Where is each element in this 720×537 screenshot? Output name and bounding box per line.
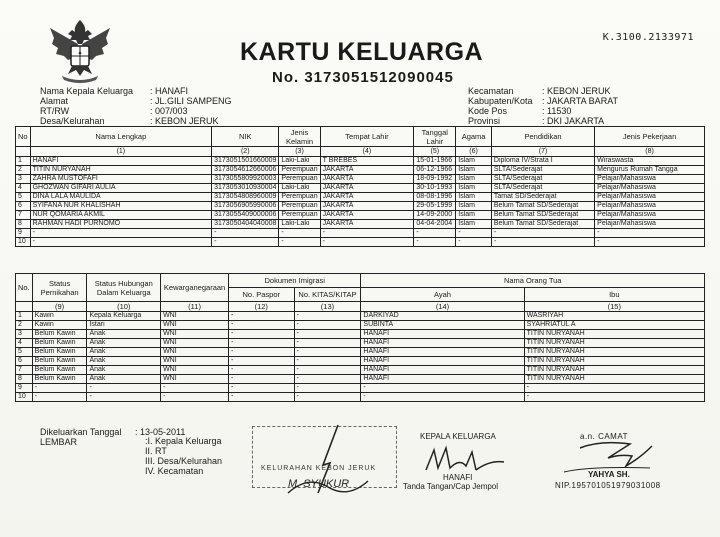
table-cell: Pelajar/Mahasiswa (595, 211, 705, 220)
table-cell: Belum Kawin (32, 330, 87, 339)
table-cell: 30-10-1993 (414, 184, 456, 193)
table-cell: JAKARTA (320, 220, 414, 229)
table-row (16, 393, 705, 402)
table-cell: - (294, 384, 361, 393)
family-status-body (16, 312, 705, 402)
table-cell: - (229, 384, 294, 393)
signature-caption: Tanda Tangan/Cap Jempol (403, 482, 499, 491)
table-cell: Pelajar/Mahasiswa (595, 202, 705, 211)
info-row: Provinsi : DKI JAKARTA (468, 116, 605, 126)
table-cell: - (229, 357, 294, 366)
table-cell: 9 (16, 384, 33, 393)
table-header-row: No. Status Pernikahan Status Hubungan Dalam Keluarga Kewarganegaraan Dokumen Imigrasi Nama Orang Tua (16, 274, 705, 288)
stamp-signer-name: M. SYUKUR (288, 478, 350, 490)
table-cell: TITIN NURYANAH (524, 339, 704, 348)
table-cell: HANAFI (361, 375, 524, 384)
table-cell: Islam (456, 184, 492, 193)
table-cell: 3 (16, 175, 31, 184)
table-cell: Belum Tamat SD/Sederajat (491, 220, 594, 229)
table-cell: Belum Kawin (32, 339, 87, 348)
info-row: Kecamatan : KEBON JERUK (468, 86, 611, 96)
table-cell: - (491, 229, 594, 238)
family-members-table (15, 126, 705, 247)
table-cell: Belum Tamat SD/Sederajat (491, 202, 594, 211)
table-cell: - (294, 321, 361, 330)
table-cell: SLTA/Sederajat (491, 184, 594, 193)
table-cell: - (595, 229, 705, 238)
table-cell: - (491, 238, 594, 247)
table-index-row: (9) (10) (11) (12) (13) (14) (15) (16, 302, 705, 312)
table-cell: 4 (16, 339, 33, 348)
table-cell: Pelajar/Mahasiswa (595, 184, 705, 193)
info-row: Kode Pos : 11530 (468, 106, 572, 116)
table-cell: SUBINTA (361, 321, 524, 330)
document-title: KARTU KELUARGA (240, 38, 484, 66)
table-cell: SYIFANA NUR KHALISHAH (30, 202, 212, 211)
table-cell: RAHMAN HADI PURNOMO (30, 220, 212, 229)
table-cell: Anak (87, 330, 161, 339)
table-cell: WNI (161, 330, 229, 339)
table-row (16, 157, 705, 166)
table-row (16, 375, 705, 384)
table-cell: Pelajar/Mahasiswa (595, 220, 705, 229)
table-cell: - (320, 229, 414, 238)
table-cell: 6 (16, 357, 33, 366)
table-cell: WNI (161, 357, 229, 366)
family-status-table (15, 273, 705, 402)
table-cell: - (524, 384, 704, 393)
table-cell: Perempuan (279, 166, 320, 175)
table-cell: Anak (87, 375, 161, 384)
family-members-body (16, 157, 705, 247)
table-cell: 3173053010930004 (212, 184, 279, 193)
table-cell: Istari (87, 321, 161, 330)
official-name: YAHYA SH. (588, 470, 630, 479)
table-cell: JAKARTA (320, 202, 414, 211)
table-cell: JAKARTA (320, 175, 414, 184)
table-cell: JAKARTA (320, 184, 414, 193)
table-row (16, 330, 705, 339)
table-row (16, 312, 705, 321)
form-code: K.3100.2133971 (602, 32, 694, 43)
table-cell: WNI (161, 375, 229, 384)
table-row (16, 321, 705, 330)
table-cell: 6 (16, 202, 31, 211)
table-cell: DARKIYAD (361, 312, 524, 321)
table-cell: - (456, 238, 492, 247)
table-cell: - (229, 321, 294, 330)
table-cell: Islam (456, 193, 492, 202)
table-cell: JAKARTA (320, 166, 414, 175)
garuda-emblem-icon (48, 14, 112, 84)
table-cell: Kawin (32, 321, 87, 330)
table-cell: TITIN NURYANAH (524, 348, 704, 357)
table-cell: Islam (456, 202, 492, 211)
table-cell: 3173054612660006 (212, 166, 279, 175)
table-cell: Pelajar/Mahasiswa (595, 193, 705, 202)
table-cell: 3173055809920003 (212, 175, 279, 184)
table-cell: 15-01-1966 (414, 157, 456, 166)
table-cell: 3173051501660009 (212, 157, 279, 166)
table-cell: Belum Kawin (32, 366, 87, 375)
table-cell: Tamat SD/Sederajat (491, 193, 594, 202)
table-row (16, 238, 705, 247)
table-cell: 14-09-2000 (414, 211, 456, 220)
table-cell: Islam (456, 166, 492, 175)
table-cell: TITIN NURYANAH (524, 375, 704, 384)
table-cell: - (32, 384, 87, 393)
table-cell: - (32, 393, 87, 402)
table-cell: TITIN NURYANAH (30, 166, 212, 175)
table-cell: Islam (456, 175, 492, 184)
table-cell: HANAFI (361, 357, 524, 366)
table-row (16, 211, 705, 220)
table-cell: - (279, 238, 320, 247)
table-row (16, 184, 705, 193)
info-row: RT/RW : 007/003 (40, 106, 188, 116)
table-cell: ZAHRA MUSTOFAFI (30, 175, 212, 184)
table-cell: WNI (161, 366, 229, 375)
table-cell: 8 (16, 220, 31, 229)
table-cell: 7 (16, 366, 33, 375)
table-row (16, 166, 705, 175)
table-cell: 5 (16, 348, 33, 357)
table-cell: Pelajar/Mahasiswa (595, 175, 705, 184)
table-cell: Islam (456, 157, 492, 166)
table-cell: Mengurus Rumah Tangga (595, 166, 705, 175)
table-cell: - (212, 229, 279, 238)
table-cell: - (294, 348, 361, 357)
table-cell: 1 (16, 312, 33, 321)
table-cell: - (320, 238, 414, 247)
table-cell: 3173055409000006 (212, 211, 279, 220)
table-cell: - (30, 238, 212, 247)
table-row (16, 193, 705, 202)
official-stamp: KELURAHAN KEBON JERUK (252, 426, 397, 488)
table-cell: - (30, 229, 212, 238)
table-cell: NUR QOMARIA AKMIL (30, 211, 212, 220)
table-cell: 08-08-1996 (414, 193, 456, 202)
table-cell: WNI (161, 321, 229, 330)
table-cell: Perempuan (279, 202, 320, 211)
table-cell: HANAFI (361, 348, 524, 357)
table-cell: - (524, 393, 704, 402)
table-cell: - (294, 393, 361, 402)
table-cell: - (294, 375, 361, 384)
table-cell: T BREBES (320, 157, 414, 166)
table-cell: Laki-Laki (279, 157, 320, 166)
table-row (16, 384, 705, 393)
table-cell: 3173056905990006 (212, 202, 279, 211)
table-row (16, 366, 705, 375)
stamp-signature-icon (268, 415, 388, 505)
table-cell: SYAHRIATUL A (524, 321, 704, 330)
table-cell: GHOZWAN GIFARI AULIA (30, 184, 212, 193)
table-cell: WNI (161, 339, 229, 348)
family-card-number: No. 3173051512090045 (272, 69, 454, 86)
table-cell: WASRIYAH (524, 312, 704, 321)
table-cell: Belum Kawin (32, 375, 87, 384)
table-cell: DINA LALA MAULIDA (30, 193, 212, 202)
table-cell: - (294, 357, 361, 366)
table-cell: Islam (456, 211, 492, 220)
table-cell: - (414, 238, 456, 247)
head-of-family-title: KEPALA KELUARGA (420, 432, 496, 441)
table-cell: Islam (456, 220, 492, 229)
table-cell: SLTA/Sederajat (491, 175, 594, 184)
table-cell: - (229, 393, 294, 402)
table-cell: Anak (87, 357, 161, 366)
table-cell: HANAFI (361, 366, 524, 375)
table-cell: 8 (16, 375, 33, 384)
table-cell: Anak (87, 339, 161, 348)
household-info-right (468, 86, 618, 126)
info-row: Alamat : JL.GILI SAMPENG (40, 96, 232, 106)
table-cell: 1 (16, 157, 31, 166)
table-cell: - (279, 229, 320, 238)
table-cell: SLTA/Sederajat (491, 166, 594, 175)
table-row (16, 175, 705, 184)
table-cell: HANAFI (361, 339, 524, 348)
table-cell: HANAFI (30, 157, 212, 166)
table-cell: - (294, 312, 361, 321)
table-cell: Perempuan (279, 193, 320, 202)
table-cell: - (456, 229, 492, 238)
table-cell: 06-12-1966 (414, 166, 456, 175)
household-info-left (40, 86, 232, 126)
table-subheader-row: No. Paspor No. KITAS/KITAP Ayah Ibu (16, 288, 705, 302)
table-cell: Anak (87, 366, 161, 375)
table-row (16, 339, 705, 348)
table-row (16, 348, 705, 357)
table-cell: 10 (16, 393, 33, 402)
table-cell: Belum Kawin (32, 357, 87, 366)
official-nip: NIP.195701051979031008 (555, 481, 661, 490)
table-row (16, 357, 705, 366)
table-cell: Belum Tamat SD/Sederajat (491, 211, 594, 220)
table-cell: 29-05-1999 (414, 202, 456, 211)
table-cell: Wiraswasta (595, 157, 705, 166)
table-cell: JAKARTA (320, 193, 414, 202)
table-cell: Kawin (32, 312, 87, 321)
table-cell: Anak (87, 348, 161, 357)
table-cell: Diploma IV/Strata I (491, 157, 594, 166)
table-cell: 18-09-1992 (414, 175, 456, 184)
table-cell: TITIN NURYANAH (524, 330, 704, 339)
table-cell: Belum Kawin (32, 348, 87, 357)
table-cell: 7 (16, 211, 31, 220)
info-row: Kabupaten/Kota : JAKARTA BARAT (468, 96, 619, 106)
table-cell: Perempuan (279, 175, 320, 184)
table-index-row: (1) (2) (3) (4) (5) (6) (7) (8) (16, 147, 705, 157)
table-cell: TITIN NURYANAH (524, 357, 704, 366)
table-cell: - (294, 330, 361, 339)
table-cell: WNI (161, 348, 229, 357)
table-cell: - (87, 384, 161, 393)
table-cell: - (595, 238, 705, 247)
table-cell: 2 (16, 321, 33, 330)
table-cell: - (212, 238, 279, 247)
table-cell: 3173050404040008 (212, 220, 279, 229)
table-cell: TITIN NURYANAH (524, 366, 704, 375)
table-cell: - (229, 312, 294, 321)
table-cell: Laki-Laki (279, 184, 320, 193)
sheet-distribution-list: :I. Kepala Keluarga II. RT III. Desa/Kelurahan IV. Kecamatan (145, 436, 223, 476)
table-cell: Perempuan (279, 211, 320, 220)
table-cell: - (294, 366, 361, 375)
info-row: Nama Kepala Keluarga : HANAFI (40, 86, 189, 96)
table-cell: - (294, 339, 361, 348)
table-cell: - (87, 393, 161, 402)
table-cell: 10 (16, 238, 31, 247)
table-cell: - (361, 384, 524, 393)
table-cell: - (229, 330, 294, 339)
table-cell: JAKARTA (320, 211, 414, 220)
table-cell: 3 (16, 330, 33, 339)
table-cell: - (229, 375, 294, 384)
table-cell: - (229, 366, 294, 375)
table-cell: - (161, 393, 229, 402)
table-row (16, 229, 705, 238)
table-row (16, 220, 705, 229)
table-header-row: No Nama Lengkap NIK Jenis Kelamin Tempat Lahir Tanggal Lahir Agama Pendidikan Jenis Pekerjaan (16, 127, 705, 147)
issue-info: Dikeluarkan Tanggal : 13-05-2011 LEMBAR (40, 427, 186, 447)
table-cell: HANAFI (361, 330, 524, 339)
table-cell: 4 (16, 184, 31, 193)
info-row: Desa/Kelurahan : KEBON JERUK (40, 116, 219, 126)
table-cell: - (229, 339, 294, 348)
table-cell: Laki-Laki (279, 220, 320, 229)
table-cell: 3173054808960009 (212, 193, 279, 202)
head-of-family-name: HANAFI (443, 473, 473, 482)
camat-title: a.n. CAMAT (580, 432, 628, 441)
table-cell: 9 (16, 229, 31, 238)
table-cell: Kepala Keluarga (87, 312, 161, 321)
table-cell: 5 (16, 193, 31, 202)
table-cell: - (361, 393, 524, 402)
table-row (16, 202, 705, 211)
table-cell: 2 (16, 166, 31, 175)
table-cell: - (161, 384, 229, 393)
table-cell: 04-04-2004 (414, 220, 456, 229)
table-cell: - (414, 229, 456, 238)
table-cell: - (229, 348, 294, 357)
table-cell: WNI (161, 312, 229, 321)
